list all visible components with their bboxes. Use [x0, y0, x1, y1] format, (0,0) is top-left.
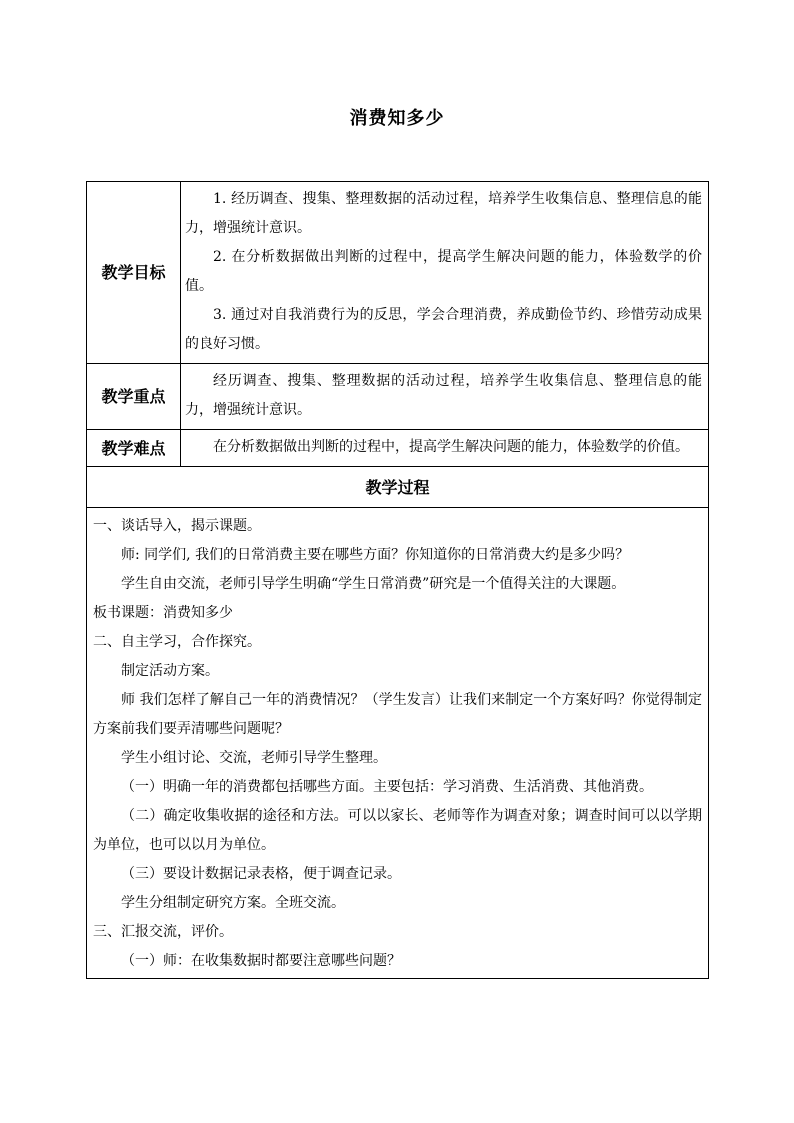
process-paragraph: 学生自由交流，老师引导学生明确“学生日常消费”研究是一个值得关注的大课题。 [121, 576, 626, 592]
process-paragraph: （三）要设计数据记录表格，便于调查记录。 [121, 866, 401, 882]
key-points-content [181, 364, 709, 430]
lesson-plan-table [86, 181, 709, 979]
difficulties-text: 在分析数据做出判断的过程中，提高学生解决问题的能力，体验数学的价值。 [213, 439, 689, 455]
process-paragraph: 二、自主学习，合作探究。 [93, 634, 261, 650]
process-paragraph: 板书课题：消费知多少 [93, 605, 233, 621]
objectives-row [87, 182, 709, 364]
objectives-content [181, 182, 709, 364]
process-paragraph: （一）师：在收集数据时都要注意哪些问题？ [121, 953, 401, 969]
objective-item: 3. 通过对自我消费行为的反思，学会合理消费，养成勤俭节约、珍惜劳动成果的良好习惯。 [185, 307, 702, 352]
process-paragraph: 学生小组讨论、交流，老师引导学生整理。 [121, 750, 387, 766]
process-paragraph: 师 我们怎样了解自己一年的消费情况？（学生发言）让我们来制定一个方案好吗？你觉得制定方案前我们要弄清哪些问题呢？ [93, 692, 702, 737]
difficulties-row [87, 430, 709, 467]
document-title: 消费知多少 [349, 108, 445, 129]
difficulties-label: 教学难点 [87, 430, 181, 467]
objective-item: 1. 经历调查、搜集、整理数据的活动过程，培养学生收集信息、整理信息的能力，增强统计意识。 [185, 191, 702, 236]
process-paragraph: 学生分组制定研究方案。全班交流。 [121, 895, 345, 911]
process-paragraph: （二）确定收集收据的途径和方法。可以以家长、老师等作为调查对象；调查时间可以以学期为单位，也可以以月为单位。 [93, 808, 702, 853]
key-points-row [87, 364, 709, 430]
process-heading-row [87, 467, 709, 508]
process-paragraph: （一）明确一年的消费都包括哪些方面。主要包括：学习消费、生活消费、其他消费。 [121, 779, 653, 795]
process-heading: 教学过程 [87, 467, 709, 508]
process-content [87, 508, 709, 979]
process-paragraph: 一、谈话导入，揭示课题。 [93, 518, 261, 534]
difficulties-content [181, 430, 709, 467]
process-paragraph: 制定活动方案。 [121, 663, 219, 679]
process-body-row [87, 508, 709, 979]
key-points-label: 教学重点 [87, 364, 181, 430]
process-paragraph: 三、汇报交流，评价。 [93, 924, 233, 940]
key-points-text: 经历调查、搜集、整理数据的活动过程，培养学生收集信息、整理信息的能力，增强统计意识。 [185, 373, 702, 418]
objectives-label: 教学目标 [87, 182, 181, 364]
process-paragraph: 师: 同学们, 我们的日常消费主要在哪些方面？你知道你的日常消费大约是多少吗？ [121, 547, 630, 563]
objective-item: 2. 在分析数据做出判断的过程中，提高学生解决问题的能力，体验数学的价值。 [185, 249, 702, 294]
